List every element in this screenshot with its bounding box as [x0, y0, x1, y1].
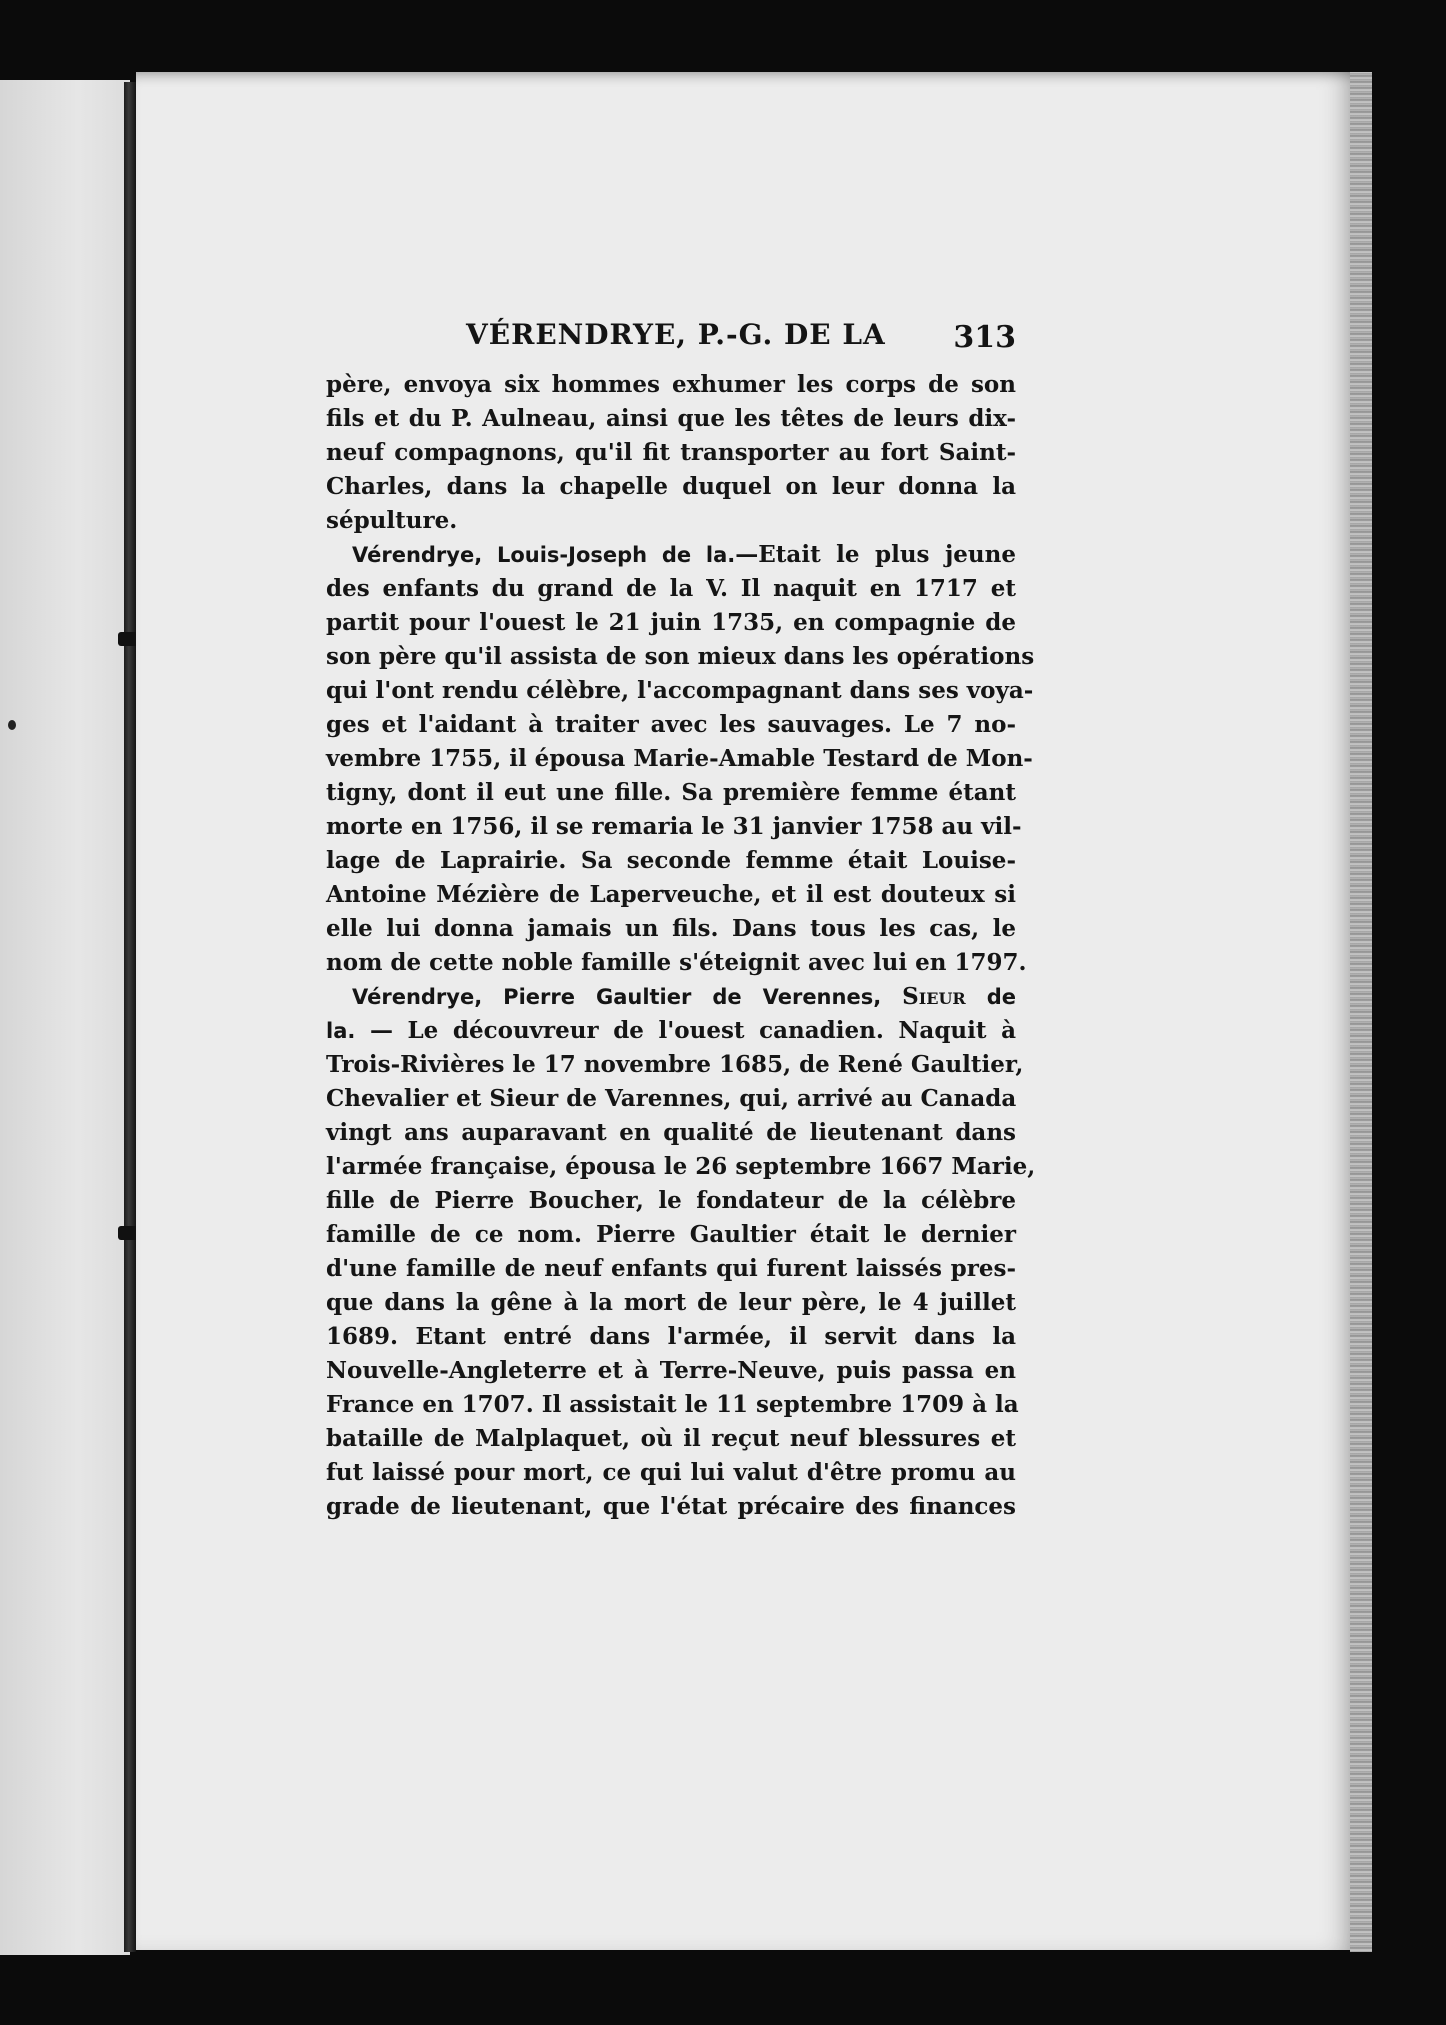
text-line: lage de Laprairie. Sa seconde femme était Louise- — [326, 847, 1016, 874]
text-line: sépulture. — [326, 507, 458, 534]
text-line: qui l'ont rendu célèbre, l'accompagnant dans ses voya- — [326, 677, 1034, 704]
entry-line — [326, 538, 1016, 572]
text-line: nom de cette noble famille s'éteignit avec lui en 1797. — [326, 949, 1027, 976]
text-line: Trois-Rivières le 17 novembre 1685, de René Gaultier, — [326, 1051, 1024, 1078]
entry-headword: Vérendrye, Pierre Gaultier de Verennes, — [352, 985, 903, 1009]
text-line: vingt ans auparavant en qualité de lieutenant dans — [326, 1119, 1016, 1146]
entry-line — [326, 980, 1016, 1014]
running-title: VÉRENDRYE, P.-G. DE LA — [466, 318, 886, 351]
entry-line — [326, 1014, 1016, 1048]
text-line: partit pour l'ouest le 21 juin 1735, en compagnie de — [326, 609, 1016, 636]
entry-headword-end: la. — [326, 1019, 356, 1043]
text-line: morte en 1756, il se remaria le 31 janvier 1758 au vil- — [326, 813, 1022, 840]
entry-headword-end: de — [965, 985, 1016, 1009]
text-line: des enfants du grand de la V. Il naquit en 1717 et — [326, 575, 1016, 602]
page-edge — [1350, 72, 1372, 1952]
text-line: tigny, dont il eut une fille. Sa première femme étant — [326, 779, 1016, 806]
page-header — [326, 318, 1016, 362]
text-line: Antoine Mézière de Laperveuche, et il est douteux si — [326, 881, 1016, 908]
text-line: grade de lieutenant, que l'état précaire des finances — [326, 1493, 1016, 1520]
page-number: 313 — [953, 320, 1016, 355]
text-line: que dans la gêne à la mort de leur père, le 4 juillet — [326, 1289, 1016, 1316]
entry-headword: Vérendrye, Louis-Joseph de la. — [352, 543, 736, 567]
text-line: son père qu'il assista de son mieux dans les opérations — [326, 643, 1035, 670]
text-line: France en 1707. Il assistait le 11 septembre 1709 à la — [326, 1391, 1019, 1418]
entry-text: —Etait le plus jeune — [735, 541, 1016, 568]
left-page-edge — [0, 80, 130, 1955]
text-line: Charles, dans la chapelle duquel on leur donna la — [326, 473, 1016, 500]
text-line: fils et du P. Aulneau, ainsi que les têtes de leurs dix- — [326, 405, 1016, 432]
text-line: 1689. Etant entré dans l'armée, il servit dans la — [326, 1323, 1016, 1350]
text-line: Chevalier et Sieur de Varennes, qui, arrivé au Canada — [326, 1085, 1017, 1112]
text-line: ges et l'aidant à traiter avec les sauvages. Le 7 no- — [326, 711, 1016, 738]
entry-title: Sieur — [902, 983, 966, 1010]
text-line: vembre 1755, il épousa Marie-Amable Testard de Mon- — [326, 745, 1033, 772]
text-line: d'une famille de neuf enfants qui furent laissés pres- — [326, 1255, 1016, 1282]
text-line: père, envoya six hommes exhumer les corps de son — [326, 371, 1016, 398]
text-line: famille de ce nom. Pierre Gaultier était le dernier — [326, 1221, 1016, 1248]
text-line: Nouvelle-Angleterre et à Terre-Neuve, puis passa en — [326, 1357, 1016, 1384]
book-spine — [124, 82, 136, 1952]
text-line: elle lui donna jamais un fils. Dans tous les cas, le — [326, 915, 1016, 942]
page-speck — [8, 720, 16, 730]
entry-text: — Le découvreur de l'ouest canadien. Naquit à — [369, 1017, 1016, 1044]
text-line: bataille de Malplaquet, où il reçut neuf blessures et — [326, 1425, 1016, 1452]
text-line: fille de Pierre Boucher, le fondateur de la célèbre — [326, 1187, 1016, 1214]
text-line: neuf compagnons, qu'il fit transporter au fort Saint- — [326, 439, 1016, 466]
text-line: fut laissé pour mort, ce qui lui valut d'être promu au — [326, 1459, 1016, 1486]
page-body — [326, 368, 1036, 1524]
text-line: l'armée française, épousa le 26 septembre 1667 Marie, — [326, 1153, 1036, 1180]
